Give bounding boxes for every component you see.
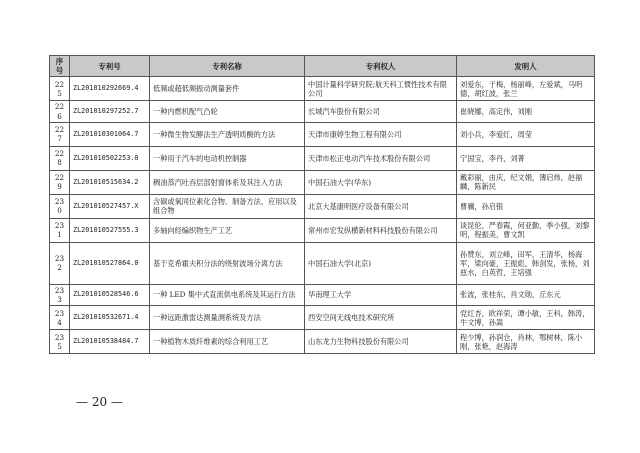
- header-row: [50, 56, 595, 77]
- patentee: 天津市松正电动汽车技术股份有限公司: [305, 146, 457, 170]
- header-patent-number: 专利号: [70, 56, 150, 77]
- patent-name: 一种远距激雷达测量测系统及方法: [150, 306, 305, 330]
- patent-number: ZL201010297252.7: [70, 101, 150, 122]
- row-index: 227: [50, 122, 70, 146]
- row-index: 230: [50, 194, 70, 218]
- patentee: 华南理工大学: [305, 284, 457, 305]
- inventors: 戴彩丽，由庆，纪文娟，薄启炜，赵福麟，陈新民: [457, 170, 595, 194]
- table-row: [50, 218, 595, 242]
- patent-name: 含碳或氧同位素化合物、制备方法、应用以及组合物: [150, 194, 305, 218]
- patent-number: ZL201010532671.4: [70, 306, 150, 330]
- inventors: 党红杏，欧祥荣，谭小敏，王科，韩涛，牛文博，孙嵩: [457, 306, 595, 330]
- page-number: — 20 —: [76, 395, 123, 409]
- row-index: 231: [50, 218, 70, 242]
- patent-number: ZL201010527457.X: [70, 194, 150, 218]
- patent-name: 一种内燃机配气凸轮: [150, 101, 305, 122]
- patent-name: 一种微生物发酵法生产透明质酸的方法: [150, 122, 305, 146]
- row-index: 229: [50, 170, 70, 194]
- patentee: 长城汽车股份有限公司: [305, 101, 457, 122]
- table-body: [50, 77, 595, 354]
- row-index: 232: [50, 242, 70, 284]
- patentee: 北京大基康明医疗设备有限公司: [305, 194, 457, 218]
- header-patentee: 专利权人: [305, 56, 457, 77]
- patentee: 中国石油大学(华东): [305, 170, 457, 194]
- table-row: [50, 306, 595, 330]
- table-row: [50, 77, 595, 101]
- table-row: [50, 170, 595, 194]
- inventors: 程少博，孙润仓，肖林，鄂树林，陈小刚，张艳，赵海涛: [457, 330, 595, 354]
- header-inventors: 发明人: [457, 56, 595, 77]
- patent-number: ZL201010502253.0: [70, 146, 150, 170]
- patent-name: 稠油蒸汽吐吞层部射窗体系及其注入方法: [150, 170, 305, 194]
- inventors: 刘小兵，李爱红，周莹: [457, 122, 595, 146]
- row-index: 228: [50, 146, 70, 170]
- patentee: 中国石油大学(北京): [305, 242, 457, 284]
- table-row: [50, 146, 595, 170]
- patent-number: ZL201010528546.6: [70, 284, 150, 305]
- table-row: [50, 122, 595, 146]
- table-row: [50, 284, 595, 305]
- patentee: 西安空间无线电技术研究所: [305, 306, 457, 330]
- patent-number: ZL201010527864.0: [70, 242, 150, 284]
- row-index: 226: [50, 101, 70, 122]
- header-patent-name: 专利名称: [150, 56, 305, 77]
- patent-table: [49, 55, 595, 354]
- patent-name: 多轴向经编织物生产工艺: [150, 218, 305, 242]
- patentee: 中国计量科学研究院;航天科工惯性技术有限公司: [305, 77, 457, 101]
- patent-name: 低频或超低频振动测量套件: [150, 77, 305, 101]
- inventors: 孙赞东，刘立峰，田军，王清华，杨海军，梁向豪，王振彪，韩剑发，张杨，刘兹水，白英哲，王培强: [457, 242, 595, 284]
- inventors: 宁国宝，李丹，刘菁: [457, 146, 595, 170]
- table-row: [50, 194, 595, 218]
- inventors: 曹骥，孙启银: [457, 194, 595, 218]
- patent-number: ZL201010515634.2: [70, 170, 150, 194]
- patent-number: ZL201010538484.7: [70, 330, 150, 354]
- row-index: 235: [50, 330, 70, 354]
- patent-name: 一种 LED 集中式直流供电系统及其运行方法: [150, 284, 305, 305]
- patent-name: 一种用于汽车的电动机控制器: [150, 146, 305, 170]
- row-index: 233: [50, 284, 70, 305]
- table-row: [50, 330, 595, 354]
- patent-number: ZL201010301064.7: [70, 122, 150, 146]
- patent-number: ZL201010527555.3: [70, 218, 150, 242]
- table-row: [50, 101, 595, 122]
- header-index: 序号: [50, 56, 70, 77]
- patent-number: ZL201010292669.4: [70, 77, 150, 101]
- inventors: 谈昆伦，严春霞，何亚勤，季小强，刘黎明，程振美，曹文凯: [457, 218, 595, 242]
- patent-name: 一种植物木质纤维素的综合利用工艺: [150, 330, 305, 354]
- patentee: 常州市宏发纵横新材料科技股份有限公司: [305, 218, 457, 242]
- table-row: [50, 242, 595, 284]
- row-index: 234: [50, 306, 70, 330]
- inventors: 张波，张桂东，肖文勋，丘东元: [457, 284, 595, 305]
- patentee: 山东龙力生物科技股份有限公司: [305, 330, 457, 354]
- patent-name: 基于克希霍夫积分法的绕射波场分离方法: [150, 242, 305, 284]
- inventors: 崔晓娜，高定伟，刘刚: [457, 101, 595, 122]
- table-header: [50, 56, 595, 77]
- inventors: 刘爱东，于梅，杨丽峰，左爱斌，马明德，胡红波，张兰: [457, 77, 595, 101]
- patentee: 天津市康婷生物工程有限公司: [305, 122, 457, 146]
- row-index: 225: [50, 77, 70, 101]
